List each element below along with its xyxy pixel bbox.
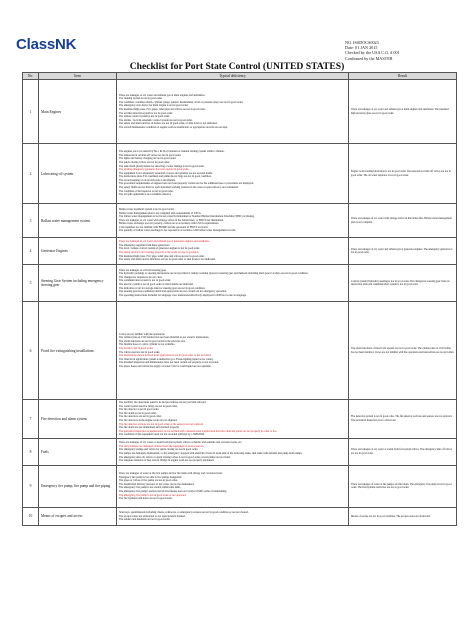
deficiency-line: Ballast water treatment system is not in good order. [119, 207, 175, 211]
deficiency-line: The oil mist detection system is not in good order. [119, 111, 173, 115]
row-result: Engine room starting lubrication is not in good order. The remote/local shut off valves are not in good order. The oil water separator is not in good order. [349, 144, 457, 204]
row-item: Ballast water management system [39, 204, 117, 238]
deficiency-line: The steering gear has a sufficient alarm and appropriate are not carried out for emergency operation. [119, 290, 227, 294]
deficiency-line: There are leakages of water at fire fire pumps and for fire main with stringy and corrosion holes. [119, 472, 223, 476]
deficiency-line: The condition, condition alarm, cylinder gauge, pointer, thermometer, level or pressure relays are not in good order. [119, 100, 244, 104]
table-header-row [23, 73, 457, 80]
deficiency-line: The condition of the inspector is not in good order. [119, 189, 174, 193]
row-item: Lubricating oil system [39, 144, 117, 204]
deficiency-line: The adequate isolation of fuel and oil fittings in engine room are not properly explained. [119, 459, 215, 463]
table-row [23, 438, 457, 465]
row-number: 6 [23, 302, 39, 400]
deficiency-line: The valves used are not in good order. [119, 350, 161, 354]
classnk-logo: ClassNK [16, 36, 77, 53]
meta-line: NO. ISSDOCS0023 [345, 40, 379, 45]
deficiency-line: The equipment is not adequately separated or stops and splashes are not secured inside. [119, 171, 213, 175]
deficiency-line: The emergency shut off, valves or quick closing valves is not in good order or fuel pumps not provided. [119, 455, 231, 459]
deficiency-line: The record keeping of oil record book is incomplete. [119, 178, 176, 182]
deficiency-line: The emergency stop device for main engine is not in good order. [119, 104, 189, 108]
meta-line: Confirmed by the MASTER [345, 55, 393, 61]
row-result: There are leakages of water at fire pumps and fire main. The emergency fire pump is not in good order. The fire hydrants and hoses are not in good order. [349, 465, 457, 507]
deficiency-line: The fire detector is not in good order. [119, 408, 160, 412]
deficiency-line: There are leakages of oil, water with vintage valves in the ballast lines, or BWTS not maintained. [119, 218, 224, 222]
deficiency-line: Crews are not familiar with the operations. [119, 332, 166, 336]
table-row [23, 80, 457, 144]
row-item: Fixed fire extinguishing installations [39, 302, 117, 400]
deficiency-line: The safety fields are not fitted or such abnormal working position in the cases of open valves is not considered. [119, 186, 239, 190]
header-typical-deficiency: Typical deficiency [117, 73, 349, 80]
deficiency-line: The fire detector sections are not in good order or the sensors are not replaced. [119, 422, 204, 426]
row-item: Main Engines [39, 80, 117, 144]
table-row [23, 302, 457, 400]
row-result: There are leakages of oil, water or steam from fuel system valves. The emergency shut off valves are not in good order. [349, 438, 457, 465]
deficiency-line: The control panel used for firing are not in good order. [119, 404, 178, 408]
meta-line: Date: 01 JAN 2015 [345, 45, 378, 51]
deficiency-line: The engines are to be started by No.1 & No.2 batteries or manual starting system within 1 minute. [119, 150, 225, 154]
deficiency-line: The escape routes are obstructed or not appropriately marked. [119, 514, 186, 518]
deficiency-line: The fire detectors in the engine room are not adjusted. [119, 418, 178, 422]
deficiency-line: There are leakages of oil, water or steam from fuel system, valves or thermo with suitable and corrosive holes, etc. [119, 441, 243, 445]
row-item: Fuels [39, 438, 117, 465]
header-result: Result [349, 73, 457, 80]
row-typical-deficiency [117, 465, 349, 507]
deficiency-line: The indication of oil for storage tank for steering gear are not in good condition. [119, 286, 206, 290]
deficiency-line: The insufficient delivery pressure of fire water can not be maintained. [119, 482, 195, 486]
table-row [23, 204, 457, 238]
row-number: 5 [23, 265, 39, 302]
deficiency-line: Ballast water management plan is not complied with requirements of USCG. [119, 211, 202, 215]
deficiency-line: Crew members are not familiar with BWMP and the operation of BWTS on board. [119, 225, 209, 229]
deficiency-line: The pipes or valves of fire pump are not in good order. [119, 479, 178, 483]
deficiency-line: The instructions plate F.O. treatment and prime mover flags are not in good condition. [119, 175, 212, 179]
row-result: Fire detection system is not in good order. The fire detector sections and sensors are not replaced. The periodical inspection is not carried out. [349, 400, 457, 439]
deficiency-line: The safety and alarm devices of boilers are not in good order, or shut down is not indicated. [119, 122, 218, 126]
deficiency-line: The procedural requirements of engines have not been properly carried out for the additional use or procedures are displayed. [119, 182, 254, 186]
row-item: Means of escapes and access [39, 507, 117, 525]
row-item: Steering Gear System including emergency steering gear [39, 265, 117, 302]
deficiency-line: The fire alarm are not maintained and checked properly. [119, 426, 180, 430]
row-typical-deficiency [117, 144, 349, 204]
deficiency-line: Stairways, quadrilaterals including chutes, walkways, or emergency escapes are not in good condition or are not cleared. [119, 511, 249, 515]
row-item: Emergency fire pump, fire pump and fire piping [39, 465, 117, 507]
deficiency-line: The lights and battery charging are not in good order. [119, 157, 177, 161]
deficiency-line: The safety device is not working properly at the ready for use of governor. [119, 251, 200, 254]
row-item: Generator Engines [39, 238, 117, 265]
deficiency-line: The flexible hose of a pilot cylinder is not available. [119, 343, 176, 347]
row-number: 10 [23, 507, 39, 525]
deficiency-line: The remote/local oil shut-off valves are not in good order. [119, 153, 182, 157]
deficiency-line: The cabinet plan on CO2 bottles have not been installed as per owner's instructions. [119, 336, 210, 340]
row-result: There are leakages of oil, water and exhaust gas at generator engines. The emergency generator is not in good order. [349, 238, 457, 265]
deficiency-line: The overall maintenance condition of engine room is insufficient, or appropriate records are not kept. [119, 125, 228, 129]
deficiency-line: The condition of this equipment used are not recorded and kept by a SMS/ISM. [119, 433, 205, 437]
deficiency-line: There are leakages of oil, water and exhaust gas at main engines and auxiliaries. [119, 93, 206, 97]
row-number: 4 [23, 238, 39, 265]
row-typical-deficiency [117, 507, 349, 525]
row-number: 2 [23, 144, 39, 204]
deficiency-line: The insulated high press. F.O. pipes, relief pipe and valves are not in good order. [119, 107, 206, 111]
deficiency-line: The hydraulic packings or steering instructions are not provided at remote working spaces in steering gear and methods including main power as they are not in good condition. [119, 272, 309, 276]
row-result: There are leakages of oil, water with vintage valves in the ballast line. Ballast water management plan is not complied. [349, 204, 457, 238]
checklist-table [22, 72, 457, 526]
deficiency-line: The emergency fire pump is not started within time limit. [119, 486, 181, 490]
deficiency-line: The fire hydrants and hoses are not in good order. [119, 497, 173, 501]
table-row [23, 400, 457, 439]
table-row [23, 238, 457, 265]
document-title: Checklist for Port State Control (UNITED STATES) [129, 61, 345, 72]
row-result: The alarm functions of fixed CO2 system are not in good order. The cabinet plan on CO2 bottles has not been installed. Crews are not familiar with the operations and instructions are not provided. [349, 302, 457, 400]
deficiency-line: The emergency fire pump is not in good order or not operated. [119, 493, 187, 497]
deficiency-line: The local / remote control system of generator engines is not in good order. [119, 247, 200, 251]
deficiency-line: The insulated high press. F.O. pipe, relief pipe and valves are not in good order. [119, 254, 205, 258]
deficiency-line: The starting emergency generator does not operate in good order. [119, 168, 190, 172]
deficiency-line: There are leakages of oil, water and exhaust gas at generator engines and auxiliaries. [119, 240, 210, 244]
deficiency-line: The oil spill equipment is not available onboard. [119, 193, 172, 197]
deficiency-line: The instructions shown in fixed local application is not in good order or not provided. [119, 354, 212, 358]
row-number: 7 [23, 400, 39, 439]
deficiency-line: The emergency pumps and valves for quick closing are not in good order. [119, 448, 199, 452]
deficiency-line: The communication system is not in good order. [119, 279, 171, 283]
deficiency-line: The ancillary fire detections panel is in and procedures are not provided onboard. [119, 401, 207, 404]
table-row [23, 144, 457, 204]
row-result: Control system (hydraulic) steering is not in good order. The changeover steering gear lacks an instruction plate and communication system is not in good order. [349, 265, 457, 302]
deficiency-line: The ladders and handrails are not in good order. [119, 518, 171, 522]
deficiency-line: The operating instructions included for language crew understand effectively displayed in 2008 not in use as language. [119, 293, 247, 297]
header-item: Item [39, 73, 117, 80]
deficiency-line: The fixed local application system is ineffective (i.e. Fixed-fighting liquid as for water). [119, 357, 214, 361]
row-number: 3 [23, 204, 39, 238]
table-body [23, 80, 457, 526]
deficiency-line: The nozzle is not in good order. [119, 346, 154, 350]
deficiency-line: The alarm functions are not in good order in the relevant area. [119, 339, 186, 343]
row-number: 8 [23, 438, 39, 465]
row-typical-deficiency [117, 400, 349, 439]
deficiency-line: The running system is not in good order. [119, 97, 163, 101]
row-typical-deficiency [117, 438, 349, 465]
deficiency-line: The safety and alarm device functions are not in good order or shut down is not indicated. [119, 258, 216, 262]
deficiency-line: The fire alarm is not in good order. [119, 411, 157, 415]
row-typical-deficiency [117, 80, 349, 144]
deficiency-line: The pipes, hoses and valves the supply of water, CO2 or foam liquid are not operable. [119, 364, 212, 368]
row-typical-deficiency [117, 302, 349, 400]
deficiency-line: The alarms / local & automatic control system are not in good order. [119, 118, 193, 122]
deficiency-line: Ballast water exchange was not properly carried out in accordance with USCG requirements. [119, 222, 220, 226]
row-number: 9 [23, 465, 39, 507]
deficiency-line: The remote control system is not in good order. [119, 115, 170, 119]
row-result: Means of escape are not in good condition. The escape routes are obstructed. [349, 507, 457, 525]
row-typical-deficiency [117, 265, 349, 302]
deficiency-line: There are leakages of oil from steering gear. [119, 268, 167, 272]
deficiency-line: The tank alarm (level) means for detecting a water leakage is not in good order. [119, 164, 205, 168]
deficiency-line: The pumps are damaged, dismounted, or slip emergency stopped with shortfall of fuel oil from tank of the following tanks, fuel tanks with defaults and pump hold pumps. [119, 451, 303, 455]
deficiency-line: The quick-closing valves are not in good order. [119, 160, 170, 164]
deficiency-line: The quantity of ballast water discharge is not reported in accordance with ballast water management records. [119, 229, 236, 233]
deficiency-line: Emergency fire pump is not able to fire pumps designated. [119, 475, 182, 479]
table-row [23, 265, 457, 302]
deficiency-line: The periodical inspection or maintenance is not verified with a manufacturer's instruction that have detected points are not properly in order or not. [119, 429, 278, 433]
row-typical-deficiency [117, 204, 349, 238]
table-row [23, 507, 457, 525]
deficiency-line: The installed inspection and maintenance have not been carried out properly or not recorded. [119, 361, 219, 365]
deficiency-line: The cell partitions are damaged, isolated from the equipment or power sources. [119, 444, 205, 448]
row-typical-deficiency [117, 238, 349, 265]
deficiency-line: The emergency supplied from these generators. [119, 243, 170, 247]
row-number: 1 [23, 80, 39, 144]
row-result: There are leakages of oil, water and exhaust gas at main engines and auxiliaries. The insulated high pressure pipes are not in good order. [349, 80, 457, 144]
row-item: Fire detection and alarm system [39, 400, 117, 439]
deficiency-line: The emergency fire pump's suction and its first means does not verify in ISM's order of maintaining. [119, 490, 228, 494]
deficiency-line: The fire detectors are not in good order. [119, 415, 162, 419]
deficiency-line: The ballast water management record is not properly maintained or Standard Ballast Information Checklist (SBIC) is missing. [119, 215, 255, 219]
deficiency-line: The electric system is not in good order or fixed alarms are indicated. [119, 283, 194, 286]
meta-line: Checked by the USA C.G. # 001 [345, 50, 400, 56]
deficiency-line: The changeover sequences are not clear. [119, 275, 163, 279]
document-meta [345, 40, 465, 61]
table-row [23, 465, 457, 507]
header-no: No. [23, 73, 39, 80]
